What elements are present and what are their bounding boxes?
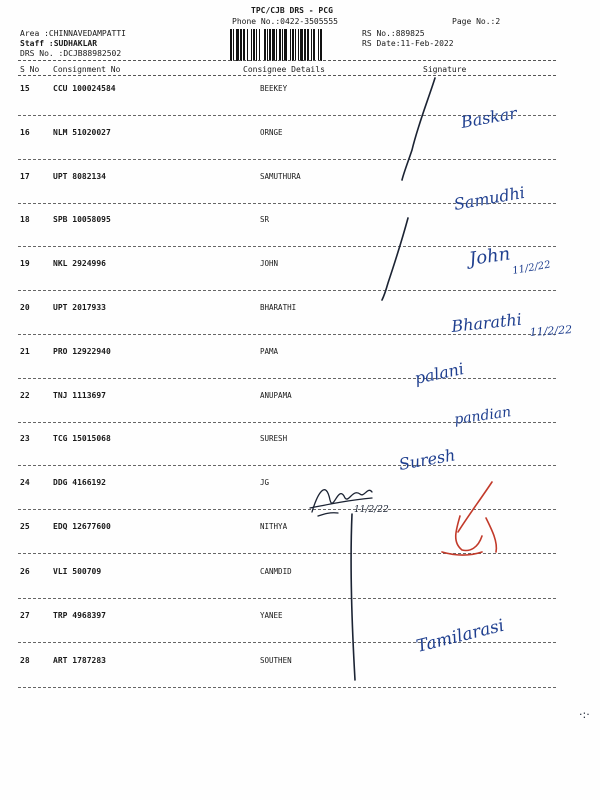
- row-sno: 27: [20, 611, 30, 620]
- row-divider: [18, 378, 556, 379]
- row-sno: 15: [20, 84, 30, 93]
- table-row: [18, 387, 558, 431]
- row-consignee: YANEE: [260, 611, 283, 620]
- row-consignee: SR: [260, 215, 270, 224]
- row-divider: [18, 159, 556, 160]
- row-divider: [18, 553, 556, 554]
- row-consignee: JOHN: [260, 259, 279, 268]
- row-consignment: ART 1787283: [53, 656, 106, 665]
- row-sno: 18: [20, 215, 30, 224]
- row-consignment: NKL 2924996: [53, 259, 106, 268]
- staff-label: Staff :SUDHAKLAR: [20, 39, 98, 48]
- col-sno: S No: [20, 65, 40, 74]
- row-sno: 23: [20, 434, 30, 443]
- row-consignment: UPT 2017933: [53, 303, 106, 312]
- header-rule-top: [18, 60, 556, 61]
- row-consignee: ANUPAMA: [260, 391, 292, 400]
- row-consignee: BEEKEY: [260, 84, 288, 93]
- row-consignment: NLM 51020027: [53, 128, 111, 137]
- phone-number: Phone No.:0422-3505555: [232, 17, 338, 26]
- row-consignee: ORNGE: [260, 128, 283, 137]
- barcode: [230, 29, 355, 61]
- row-divider: [18, 290, 556, 291]
- row-sno: 20: [20, 303, 30, 312]
- row-consignment: VLI 500709: [53, 567, 102, 576]
- table-row: [18, 299, 558, 343]
- table-row: [18, 518, 558, 562]
- row-consignee: BHARATHI: [260, 303, 297, 312]
- row-consignee: CANMDID: [260, 567, 292, 576]
- row-consignment: TNJ 1113697: [53, 391, 106, 400]
- signature-row16: Baskar: [459, 103, 519, 132]
- signature-row17: Samudhi: [452, 182, 527, 214]
- table-row: [18, 255, 558, 299]
- table-row: [18, 607, 558, 651]
- row-sno: 17: [20, 172, 30, 181]
- row-consignee: JG: [260, 478, 270, 487]
- signature-row27: Tamilarasi: [414, 615, 507, 657]
- table-row: [18, 652, 558, 696]
- row-consignee: NITHYA: [260, 522, 288, 531]
- page-number: Page No.:2: [452, 17, 501, 26]
- row-sno: 25: [20, 522, 30, 531]
- row-consignment: TCG 15015068: [53, 434, 111, 443]
- signature-row24-date: 11/2/22: [354, 505, 389, 515]
- row-divider: [18, 203, 556, 204]
- row-divider: [18, 642, 556, 643]
- col-consignee: Consignee Details: [243, 65, 325, 74]
- col-signature: Signature: [423, 65, 467, 74]
- signature-row21: palani: [412, 358, 466, 388]
- table-row: [18, 430, 558, 474]
- row-consignment: DDG 4166192: [53, 478, 106, 487]
- row-divider: [18, 115, 556, 116]
- row-consignee: PAMA: [260, 347, 279, 356]
- row-sno: 16: [20, 128, 30, 137]
- rs-date: RS Date:11-Feb-2022: [362, 39, 454, 48]
- row-sno: 26: [20, 567, 30, 576]
- table-row: [18, 211, 558, 255]
- row-divider: [18, 465, 556, 466]
- row-sno: 24: [20, 478, 30, 487]
- row-consignee: SOUTHEN: [260, 656, 292, 665]
- row-consignment: PRO 12922940: [53, 347, 111, 356]
- barcode-bar: [322, 29, 323, 61]
- drs-number: DRS No. :DCJB88982502: [20, 49, 122, 58]
- row-divider: [18, 509, 556, 510]
- table-row: [18, 80, 558, 124]
- row-consignment: UPT 8082134: [53, 172, 106, 181]
- rs-number: RS No.:889825: [362, 29, 425, 38]
- drs-title: TPC/CJB DRS - PCG: [251, 6, 333, 15]
- signature-row23: Suresh: [397, 445, 457, 474]
- row-divider: [18, 598, 556, 599]
- row-divider: [18, 422, 556, 423]
- signature-row19-date: 11/2/22: [511, 259, 552, 277]
- row-divider: [18, 687, 556, 688]
- row-consignment: EDQ 12677600: [53, 522, 111, 531]
- row-consignee: SURESH: [260, 434, 288, 443]
- corner-mark: ·:·: [579, 708, 590, 721]
- signature-row22: pandian: [453, 404, 513, 428]
- signature-row20-date: 11/2/22: [529, 323, 573, 339]
- table-row: [18, 563, 558, 607]
- signature-row19: John: [467, 243, 512, 270]
- row-consignee: SAMUTHURA: [260, 172, 301, 181]
- row-sno: 21: [20, 347, 30, 356]
- header-rule-bottom: [18, 75, 556, 76]
- table-row: [18, 168, 558, 212]
- row-consignment: SPB 10058095: [53, 215, 111, 224]
- row-consignment: CCU 100024584: [53, 84, 116, 93]
- row-sno: 19: [20, 259, 30, 268]
- row-consignment: TRP 4968397: [53, 611, 106, 620]
- col-consignment: Consignment No: [53, 65, 121, 74]
- row-divider: [18, 246, 556, 247]
- table-row: [18, 124, 558, 168]
- row-sno: 22: [20, 391, 30, 400]
- row-sno: 28: [20, 656, 30, 665]
- table-row: [18, 474, 558, 518]
- row-divider: [18, 334, 556, 335]
- signature-row20: Bharathi: [450, 309, 523, 336]
- table-row: [18, 343, 558, 387]
- area-label: Area :CHINNAVEDAMPATTI: [20, 29, 126, 38]
